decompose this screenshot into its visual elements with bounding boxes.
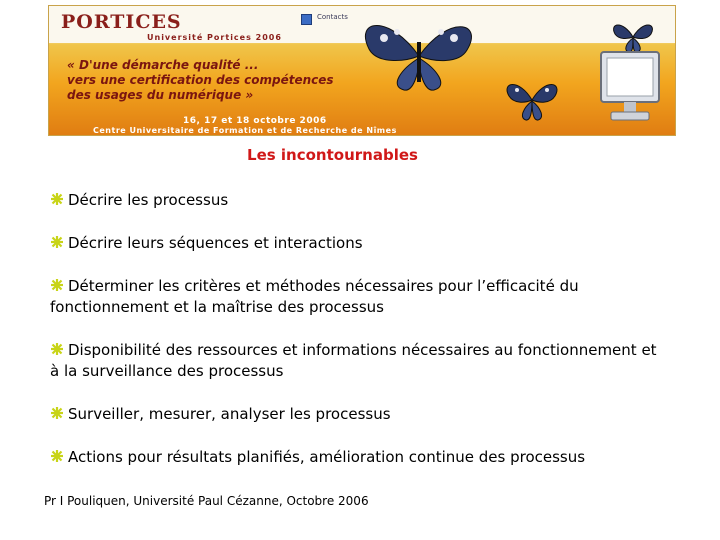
- conference-banner: [48, 5, 676, 136]
- banner-top-link: Contacts: [317, 13, 348, 21]
- bullet-item: [50, 276, 670, 318]
- bullet-text: Disponibilité des ressources et informations nécessaires au fonctionnement et à la surveillance des processus: [50, 341, 657, 380]
- butterfly-icon: [609, 20, 657, 54]
- banner-center: Centre Universitaire de Formation et de Recherche de Nîmes: [93, 126, 397, 135]
- bullet-text: Déterminer les critères et méthodes nécessaires pour l’efficacité du fonctionnement et la maîtrise des processus: [50, 277, 579, 316]
- butterfly-icon: [501, 78, 563, 122]
- bullet-text: Surveiller, mesurer, analyser les processus: [68, 405, 391, 423]
- slide-subtitle: Les incontournables: [247, 146, 418, 164]
- starburst-bullet-icon: [50, 235, 64, 249]
- contact-icon: [301, 14, 312, 25]
- starburst-bullet-icon: [50, 406, 64, 420]
- banner-logo: PORTICES: [61, 11, 182, 33]
- starburst-bullet-icon: [50, 342, 64, 356]
- starburst-bullet-icon: [50, 192, 64, 206]
- bullet-item: [50, 190, 670, 211]
- starburst-bullet-icon: [50, 278, 64, 292]
- slogan-line: vers une certification des compétences: [67, 73, 334, 87]
- bullet-item: [50, 340, 670, 382]
- slide-footer: Pr I Pouliquen, Université Paul Cézanne, Octobre 2006: [44, 494, 369, 508]
- bullet-text: Décrire leurs séquences et interactions: [68, 234, 363, 252]
- bullet-item: [50, 447, 670, 468]
- banner-dates: 16, 17 et 18 octobre 2006: [183, 116, 327, 126]
- bullet-item: [50, 404, 670, 425]
- monitor-icon: [597, 50, 663, 124]
- starburst-bullet-icon: [50, 449, 64, 463]
- slogan-line: « D'une démarche qualité ...: [67, 58, 259, 72]
- butterfly-icon: [349, 14, 489, 94]
- bullet-text: Décrire les processus: [68, 191, 229, 209]
- slogan-line: des usages du numérique »: [67, 88, 254, 102]
- bullet-text: Actions pour résultats planifiés, amélioration continue des processus: [68, 448, 586, 466]
- bullet-item: [50, 233, 670, 254]
- banner-subline: Université Portices 2006: [147, 33, 282, 42]
- banner-slogan: [67, 58, 387, 103]
